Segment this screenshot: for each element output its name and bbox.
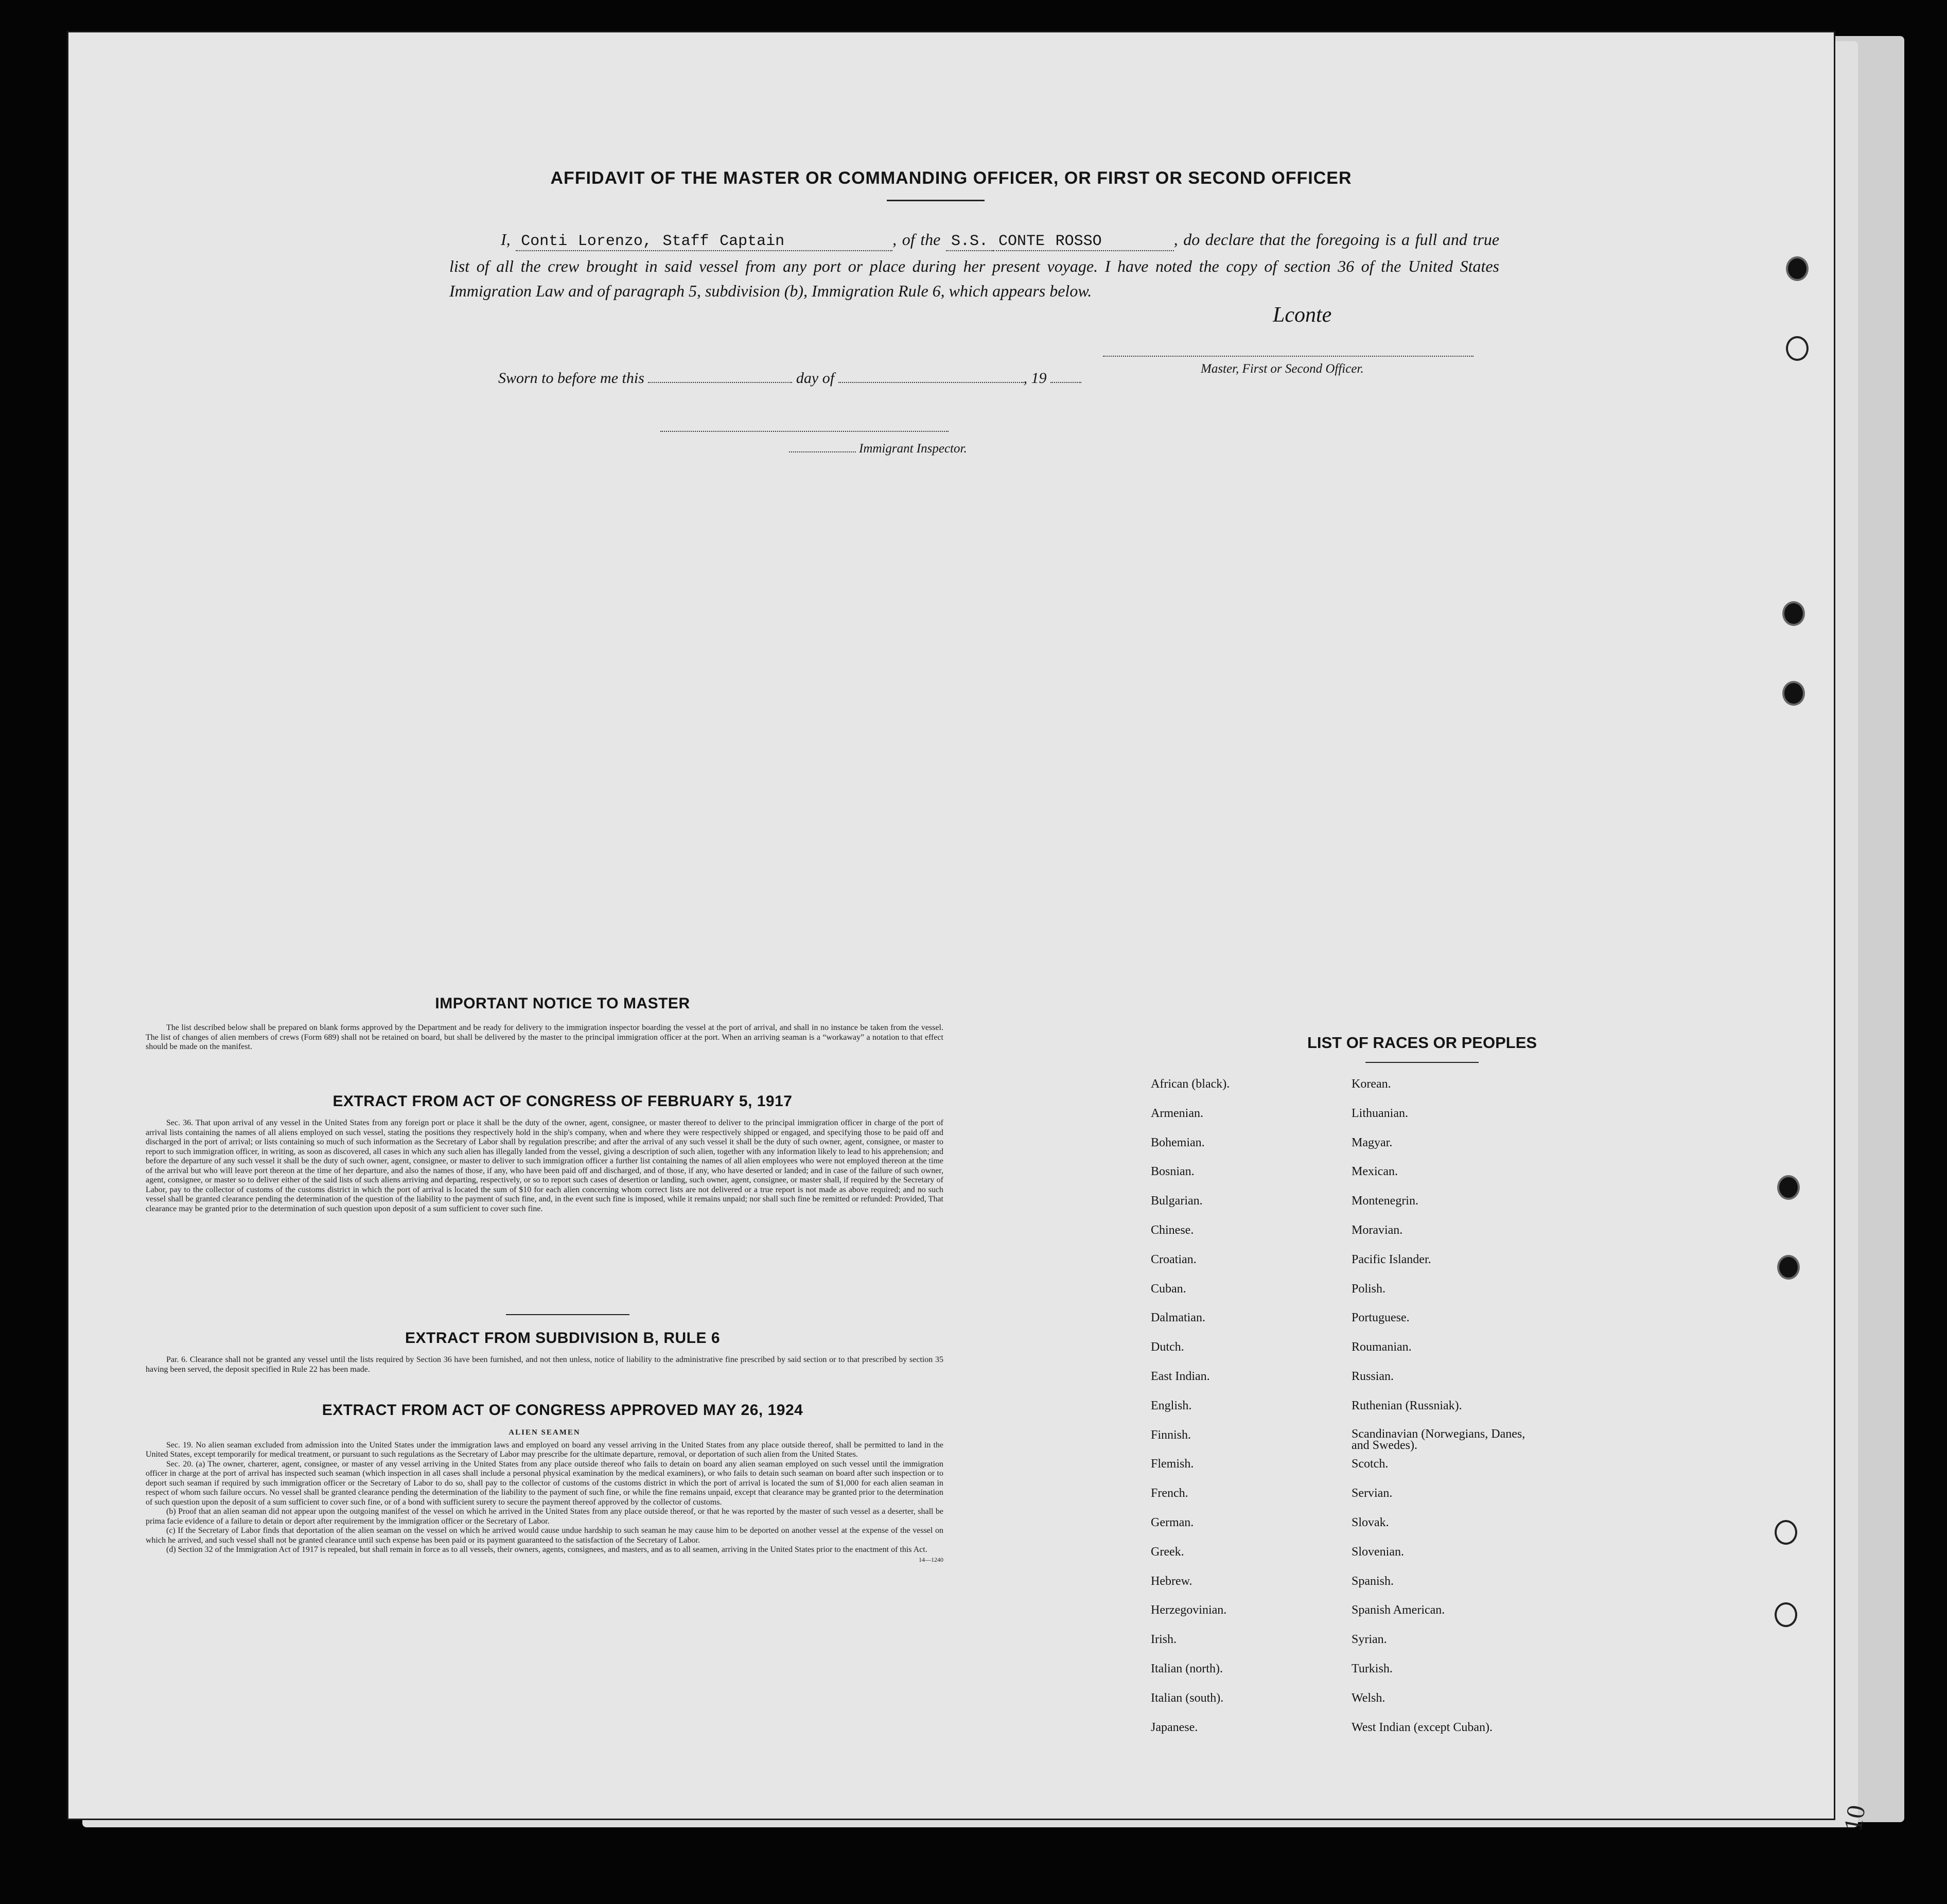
race-item: Greek. xyxy=(1151,1545,1184,1559)
sec-20a-text: Sec. 20. (a) The owner, charterer, agent, consignee, or master of any vessel arriving in the United States from any place outside thereof who fails to detain on board any alien seaman employed on such vessel until the immigration officer in charge at the port of arrival has inspected such seaman (which inspection in all cases shall include a personal physical examination by the medical examiners), or who fails to detain such seaman on board after such inspection or to deport such seaman if required by such immigration officer or the Secretary of Labor to do so, shall pay to the collector of customs of the customs district in which the port of arrival is located the sum of $1,000 for each alien seaman in respect of whom such failure occurs. No vessel shall be granted clearance pending the determination of the liability to the payment of such fine, or while the fine remains unpaid, except that clearance may be granted prior to the determination of such question upon the deposit of a sum sufficient to cover such fine, or of a bond with sufficient surety to secure the payment thereof approved by the collector of customs. xyxy=(146,1459,943,1507)
sworn-year-blank xyxy=(1050,370,1081,383)
affidavit-declare: , do declare xyxy=(1173,230,1254,249)
race-item: Irish. xyxy=(1151,1633,1177,1647)
extract-1917-text: Sec. 36. That upon arrival of any vessel in the United States from any foreign port or place it shall be the duty of the owner, agent, consignee, or master thereof to deliver to the principal immigration officer in charge of the port of arrival lists containing the names of all aliens employed on such vessel, stating the positions they respectively hold in the ship's company, when and where they were respectively shipped or engaged, and specifying those to be paid off and discharged in the port of arrival; or lists containing so much of such information as the Secretary of Labor shall by regulation prescribe; and after the arrival of any such vessel it shall be the duty of such owner, agent, consignee, or master to report to such immigration officer, in writing, as soon as discovered, all cases in which any such alien has illegally landed from the vessel, giving a description of such alien, together with any information likely to lead to his apprehension; and before the departure of any such vessel it shall be the duty of such owner, agent, consignee, or master to deliver to such immigration officer a further list containing the names of all alien employees who were not employed thereon at the time of the arrival but who will leave port thereon at the time of her departure, and also the names of those, if any, who have been paid off and discharged, and of those, if any, who have deserted or landed; and in case of the failure of such owner, agent, consignee, or master so to deliver either of the said lists of such aliens arriving and departing, respectively, or so to report such cases of desertion or landing, such owner, agent, consignee, or master shall, if required by the Secretary of Labor, pay to the collector of customs of the customs district in which the port of arrival is located the sum of $10 for each alien concerning whom correct lists are not delivered or a true report is not made as above required; and no such vessel shall be granted clearance pending the determination of the question of the liability to the payment of such fine, and, in the event such fine is imposed, while it remains unpaid; nor shall such fine be remitted or refunded: Provided, That clearance may be granted prior to the determination of such question upon deposit of a sum sufficient to cover such fine. xyxy=(146,1119,943,1213)
race-item: Italian (north). xyxy=(1151,1662,1223,1675)
race-item: Syrian. xyxy=(1352,1633,1387,1647)
signature-line xyxy=(1103,356,1474,357)
affidavit-body: that the foregoing is a full and true list of all the crew brought in said vessel from any port or place during her present voyage. I have noted the copy of section 36 of the United States Immigration Law and of paragraph 5, subdivision (b), Immigration Rule 6, which appears below. xyxy=(449,230,1500,300)
race-item: Portuguese. xyxy=(1352,1311,1410,1325)
notice-body xyxy=(146,1023,943,1052)
officer-name-field: Conti Lorenzo, Staff Captain xyxy=(516,233,892,251)
extract-1917-body xyxy=(146,1119,943,1214)
sworn-year-label: , 19 xyxy=(1023,370,1047,387)
race-item: Chinese. xyxy=(1151,1224,1194,1237)
extract-1924-title: EXTRACT FROM ACT OF CONGRESS APPROVED MAY 26, 1924 xyxy=(322,1402,803,1419)
race-item: Welsh. xyxy=(1352,1691,1385,1705)
race-item: Dutch. xyxy=(1151,1340,1184,1354)
document-page xyxy=(67,31,1871,1833)
title-rule xyxy=(887,200,985,201)
race-item: Montenegrin. xyxy=(1352,1194,1418,1208)
race-item: Bulgarian. xyxy=(1151,1194,1203,1208)
inspector-label xyxy=(789,439,967,456)
races-rule xyxy=(1365,1062,1479,1063)
signature: Lconte xyxy=(1273,303,1332,327)
notice-text: The list described below shall be prepared on blank forms approved by the Department and be ready for delivery to the immigration inspector boarding the vessel at the port of arrival, and shall in no instance be taken from the vessel. The list of changes of alien members of crews (Form 689) shall not be retained on board, but shall be delivered by the master to the principal immigration officer at the port. When an arriving seaman is a “workaway” a notation to that effect should be made on the manifest. xyxy=(146,1023,943,1051)
inspector-lead-dots xyxy=(789,439,856,452)
race-item: Slovak. xyxy=(1352,1516,1389,1529)
sec-20d-text: (d) Section 32 of the Immigration Act of 1917 is repealed, but shall remain in force as to all vessels, their owners, agents, consignees, and masters, and as to all seamen, arriving in the United States prior to the enactment of this Act. xyxy=(166,1545,927,1554)
race-item: Bosnian. xyxy=(1151,1165,1195,1179)
race-item: Mexican. xyxy=(1352,1165,1398,1179)
race-item: Finnish. xyxy=(1151,1428,1191,1442)
sworn-month-blank xyxy=(838,370,1024,383)
binder-hole xyxy=(1775,1520,1797,1545)
affidavit-text xyxy=(449,227,1499,303)
race-item: Dalmatian. xyxy=(1151,1311,1205,1325)
sec-19-text: Sec. 19. No alien seaman excluded from admission into the United States under the immigration laws and employed on board any vessel arriving in the United States from any place outside thereof, shall be permitted to land in the United States, except temporarily for medical treatment, or pursuant to such regulations as the Secretary of Labor may prescribe for the ultimate departure, removal, or deportation of such alien from the United States. xyxy=(146,1440,943,1459)
race-item: Croatian. xyxy=(1151,1252,1197,1266)
affidavit-of-the: , of the xyxy=(892,230,941,249)
race-item: Japanese. xyxy=(1151,1720,1198,1734)
race-item: Scotch. xyxy=(1352,1457,1389,1471)
binder-hole xyxy=(1786,336,1809,361)
binder-hole xyxy=(1775,1602,1797,1627)
race-item: Armenian. xyxy=(1151,1106,1203,1120)
race-item: Turkish. xyxy=(1352,1662,1393,1675)
page-title: AFFIDAVIT OF THE MASTER OR COMMANDING OFFICER, OR FIRST OR SECOND OFFICER xyxy=(550,168,1352,188)
race-item: Moravian. xyxy=(1352,1224,1403,1237)
race-item: Pacific Islander. xyxy=(1352,1252,1431,1266)
race-item: Servian. xyxy=(1352,1487,1393,1500)
race-item: Magyar. xyxy=(1352,1136,1393,1149)
binder-hole xyxy=(1782,681,1805,706)
race-item: Roumanian. xyxy=(1352,1340,1412,1354)
race-item: Lithuanian. xyxy=(1352,1106,1408,1120)
sworn-day-blank xyxy=(648,370,792,383)
race-item: Spanish American. xyxy=(1352,1603,1445,1617)
race-item: Scandinavian (Norwegians, Danes, and Swedes). xyxy=(1352,1427,1525,1452)
race-item: West Indian (except Cuban). xyxy=(1352,1720,1493,1734)
race-item: Polish. xyxy=(1352,1282,1386,1296)
race-item: Slovenian. xyxy=(1352,1545,1404,1559)
race-item: Hebrew. xyxy=(1151,1574,1192,1588)
race-item: German. xyxy=(1151,1516,1194,1529)
races-title: LIST OF RACES OR PEOPLES xyxy=(1307,1034,1537,1052)
race-item: Flemish. xyxy=(1151,1457,1194,1471)
race-item: Italian (south). xyxy=(1151,1691,1224,1705)
ship-prefix-field: S.S. xyxy=(946,233,993,251)
race-item: African (black). xyxy=(1151,1077,1230,1091)
inspector-label-text: Immigrant Inspector. xyxy=(859,442,967,456)
race-item: Russian. xyxy=(1352,1370,1394,1383)
binder-hole xyxy=(1777,1175,1800,1200)
rule-6-title: EXTRACT FROM SUBDIVISION B, RULE 6 xyxy=(405,1330,721,1347)
race-item: English. xyxy=(1151,1399,1192,1412)
sworn-line xyxy=(498,370,1081,387)
binder-hole xyxy=(1782,601,1805,626)
race-item: Ruthenian (Russniak). xyxy=(1352,1399,1462,1412)
sec-20d-paragraph xyxy=(146,1545,943,1563)
affidavit-lead: I, xyxy=(501,230,511,249)
inspector-signature-line xyxy=(660,431,949,432)
binder-hole xyxy=(1777,1255,1800,1280)
race-item: French. xyxy=(1151,1487,1188,1500)
rule-6-body xyxy=(146,1355,943,1374)
notice-title: IMPORTANT NOTICE TO MASTER xyxy=(435,995,690,1012)
race-item: Herzegovinian. xyxy=(1151,1603,1227,1617)
signature-label: Master, First or Second Officer. xyxy=(1201,362,1364,376)
rule-6-text: Par. 6. Clearance shall not be granted any vessel until the lists required by Section 36 have been furnished, and not then unless, notice of liability to the administrative fine prescribed by said section or to that prescribed by section 35 having been served, the deposit specified in Rule 22 has been made. xyxy=(146,1355,943,1374)
race-item: Bohemian. xyxy=(1151,1136,1205,1149)
form-number: 14—1240 xyxy=(919,1556,943,1563)
binder-hole xyxy=(1786,256,1809,281)
race-item: Cuban. xyxy=(1151,1282,1186,1296)
sec-20c-text: (c) If the Secretary of Labor finds that deportation of the alien seaman on the vessel on which he arrived would cause undue hardship to such seaman he may cause him to be deported on another vessel at the expense of the vessel on which he arrived, and such vessel shall not be granted clearance until such expense has been paid or its payment guaranteed to the satisfaction of the Secretary of Labor. xyxy=(146,1526,943,1545)
extract-1917-title: EXTRACT FROM ACT OF CONGRESS OF FEBRUARY 5, 1917 xyxy=(332,1093,793,1110)
sworn-prefix: Sworn to before me this xyxy=(498,370,644,387)
alien-seamen-subtitle: ALIEN SEAMEN xyxy=(508,1428,581,1437)
race-item: Spanish. xyxy=(1352,1574,1394,1588)
margin-mark: 10 xyxy=(1838,1803,1871,1833)
section-rule xyxy=(506,1314,629,1315)
race-item: East Indian. xyxy=(1151,1370,1210,1383)
ship-name-field: CONTE ROSSO xyxy=(993,233,1174,251)
sec-20b-text: (b) Proof that an alien seaman did not appear upon the outgoing manifest of the vessel on which he arrived in the United States from any place outside thereof, or that he was reported by the master of such vessel as a deserter, shall be prima facie evidence of a failure to detain or deport after requirement by the immigration officer or the Secretary of Labor. xyxy=(146,1507,943,1526)
race-item: Korean. xyxy=(1352,1077,1391,1091)
extract-1924-body xyxy=(146,1425,943,1564)
sworn-day-label: day of xyxy=(796,370,835,387)
